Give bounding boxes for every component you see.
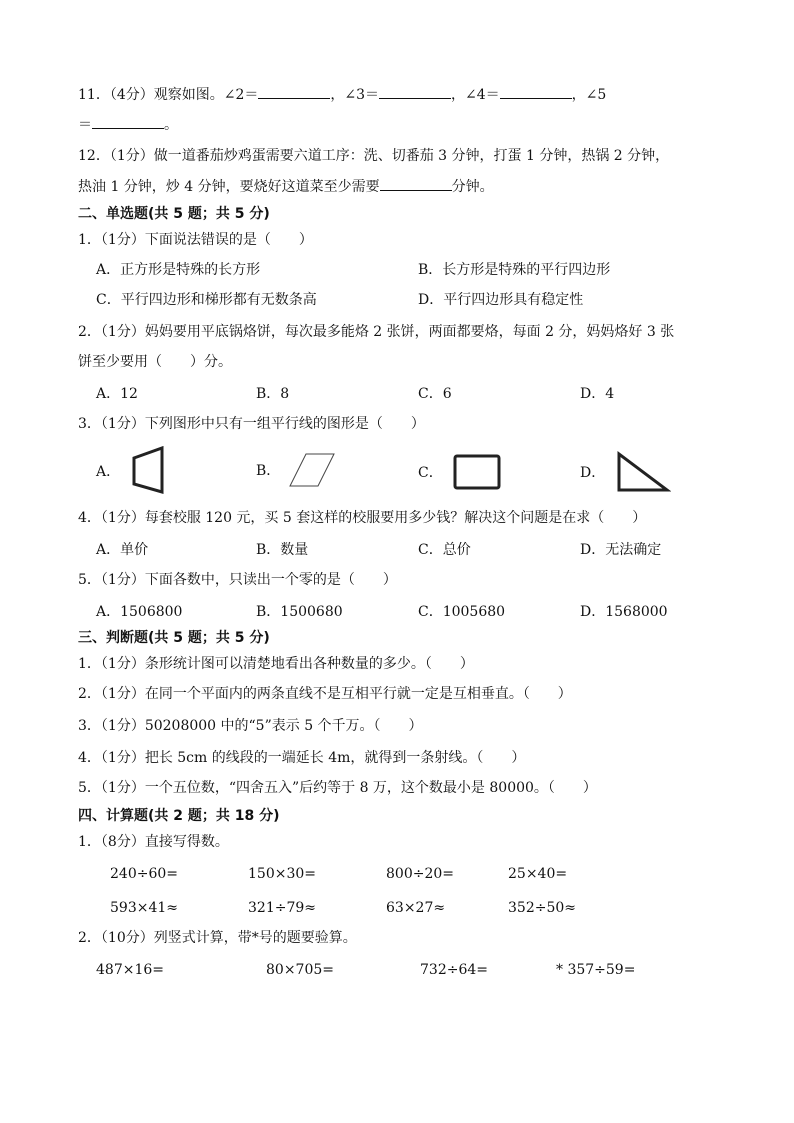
s2-q4-option-b[interactable]: B．数量 <box>256 542 309 558</box>
s3-q3: 3．（1分）50208000 中的“5”表示 5 个千万。（ ） <box>78 718 423 734</box>
s2-q5-option-b[interactable]: B．1500680 <box>256 604 343 620</box>
calc-row1-item2: 150×30= <box>248 866 316 882</box>
s2-q1-stem: 1．（1分）下面说法错误的是（ ） <box>78 232 313 248</box>
s2-q1-option-b[interactable]: B．长方形是特殊的平行四边形 <box>418 262 611 278</box>
calc-row1-item1: 240÷60= <box>110 866 178 882</box>
parallelogram-shape-icon <box>288 450 338 490</box>
s2-q1-option-d[interactable]: D．平行四边形具有稳定性 <box>418 292 584 308</box>
s2-q3-option-b[interactable] <box>256 450 338 490</box>
s2-q2-option-b[interactable]: B．8 <box>256 386 290 402</box>
s2-q2-option-d[interactable]: D．4 <box>580 386 615 402</box>
s2-q4-stem: 4．（1分）每套校服 120 元，买 5 套这样的校服要用多少钱？解决这个问题是在求（ ） <box>78 510 647 526</box>
s2-q1-options-row1 <box>96 260 756 280</box>
s2-q4-options <box>96 540 756 560</box>
s2-q2-line1: 2．（1分）妈妈要用平底锅烙饼，每次最多能烙 2 张饼，两面都要烙，每面 2 分，妈妈烙好 3 张 <box>78 324 675 340</box>
s2-q3-option-c[interactable] <box>418 452 503 492</box>
question-12-line2 <box>78 176 494 197</box>
calc-row1-item4: 25×40= <box>508 866 568 882</box>
s2-q4-option-d[interactable]: D．无法确定 <box>580 542 662 558</box>
s2-q2-options <box>96 384 756 404</box>
s2-q5-option-c[interactable]: C．1005680 <box>418 604 506 620</box>
s3-q5: 5．（1分）一个五位数，“四舍五入”后约等于 8 万，这个数最小是 80000。（ ） <box>78 780 597 796</box>
vertical-calc-item1: 487×16= <box>96 962 164 978</box>
q11-line2-prefix: ＝ <box>78 117 92 133</box>
s4-q1-stem: 1．（8分）直接写得数。 <box>78 834 229 850</box>
question-12-line1: 12．（1分）做一道番茄炒鸡蛋需要六道工序：洗、切番茄 3 分钟，打蛋 1 分钟，热锅 2 分钟， <box>78 148 670 164</box>
s2-q3-option-b-label: B． <box>256 463 281 479</box>
s2-q4-option-a[interactable]: A．单价 <box>96 542 149 558</box>
vertical-calc-item2: 80×705= <box>266 962 334 978</box>
s2-q5-stem: 5．（1分）下面各数中，只读出一个零的是（ ） <box>78 572 397 588</box>
q11-prefix: 11．（4分）观察如图。∠2＝ <box>78 87 259 103</box>
s2-q2-option-c[interactable]: C．6 <box>418 386 452 402</box>
section-2-title: 二、单选题(共 5 题；共 5 分) <box>78 206 270 222</box>
q11-p4: ，∠5 <box>571 87 607 103</box>
q11-p2: ，∠3＝ <box>330 87 379 103</box>
s3-q1: 1．（1分）条形统计图可以清楚地看出各种数量的多少。（ ） <box>78 656 474 672</box>
q11-p3: ，∠4＝ <box>451 87 500 103</box>
right-triangle-shape-icon <box>613 450 671 494</box>
q11-blank-angle3[interactable] <box>379 84 451 99</box>
q11-blank-angle2[interactable] <box>258 84 330 99</box>
vertical-calc-item3: 732÷64= <box>420 962 488 978</box>
s2-q3-option-a[interactable] <box>96 446 168 496</box>
question-11-line1 <box>78 84 606 105</box>
q11-blank-angle4[interactable] <box>500 84 572 99</box>
vertical-calc-item4: * 357÷59= <box>556 962 636 978</box>
calc-row2-item2: 321÷79≈ <box>248 900 316 916</box>
s2-q3-option-a-label: A． <box>96 464 121 480</box>
q12-line2-prefix: 热油 1 分钟，炒 4 分钟，要烧好这道菜至少需要 <box>78 179 380 195</box>
question-11-line2 <box>78 114 178 135</box>
calc-row2-item1: 593×41≈ <box>110 900 178 916</box>
s2-q1-options-row2 <box>96 290 756 310</box>
s3-q2: 2．（1分）在同一个平面内的两条直线不是互相平行就一定是互相垂直。（ ） <box>78 686 572 702</box>
q11-blank-angle5[interactable] <box>92 114 164 129</box>
q12-line2-suffix: 分钟。 <box>451 179 494 195</box>
calc-row2-item3: 63×27≈ <box>386 900 446 916</box>
s2-q3-stem: 3．（1分）下列图形中只有一组平行线的图形是（ ） <box>78 416 425 432</box>
q12-blank-minutes[interactable] <box>380 176 452 191</box>
s3-q4: 4．（1分）把长 5cm 的线段的一端延长 4m，就得到一条射线。（ ） <box>78 750 526 766</box>
s2-q1-option-a[interactable]: A．正方形是特殊的长方形 <box>96 262 261 278</box>
s2-q5-option-a[interactable]: A．1506800 <box>96 604 183 620</box>
rectangle-shape-icon <box>451 452 503 492</box>
s2-q5-option-d[interactable]: D．1568000 <box>580 604 668 620</box>
s2-q4-option-c[interactable]: C．总价 <box>418 542 471 558</box>
s2-q3-option-c-label: C． <box>418 465 443 481</box>
calc-row1-item3: 800÷20= <box>386 866 454 882</box>
s2-q3-option-d[interactable] <box>580 450 671 494</box>
s2-q2-line2: 饼至少要用（ ）分。 <box>78 354 232 370</box>
section-4-title: 四、计算题(共 2 题；共 18 分) <box>78 808 280 824</box>
s2-q1-option-c[interactable]: C．平行四边形和梯形都有无数条高 <box>96 292 317 308</box>
calc-row2-item4: 352÷50≈ <box>508 900 576 916</box>
section-3-title: 三、判断题(共 5 题；共 5 分) <box>78 630 270 646</box>
s2-q5-options <box>96 602 756 622</box>
s2-q2-option-a[interactable]: A．12 <box>96 386 138 402</box>
trapezoid-shape-icon <box>128 446 168 496</box>
s4-q2-stem: 2．（10分）列竖式计算，带*号的题要验算。 <box>78 930 357 946</box>
s2-q3-option-d-label: D． <box>580 465 606 481</box>
q11-line2-suffix: 。 <box>164 117 178 133</box>
